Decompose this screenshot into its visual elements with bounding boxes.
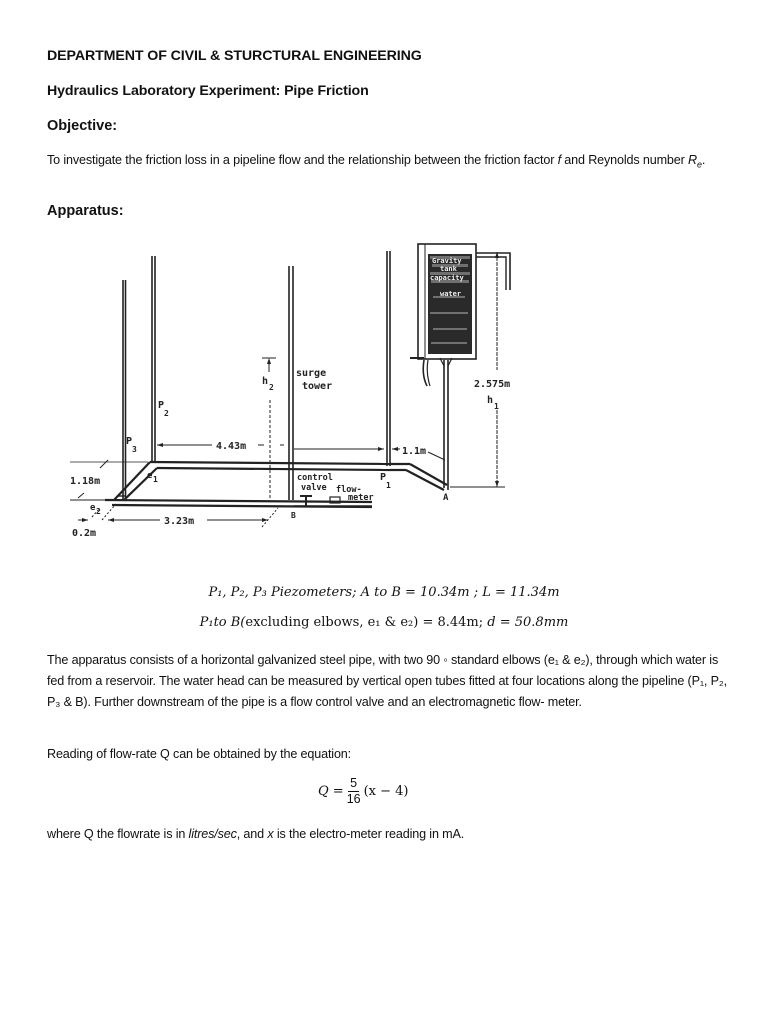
objective-heading: Objective: bbox=[47, 118, 118, 134]
objective-text-part: . bbox=[701, 153, 706, 167]
apparatus-description: The apparatus consists of a horizontal galvanized steel pipe, with two 90 ◦ standard elbows (e₁ & e₂), through which water is fed from a reservoir. The water head can be measured by vertical open tubes fitted at four locations along the pipeline (P₁, P₂, P₃ & B). Further downstream of the pipe is a flow control valve and an electromagnetic flow- meter. bbox=[47, 653, 727, 709]
dimension-4-43m: 4.43m bbox=[216, 441, 247, 452]
h1-label: h bbox=[487, 395, 494, 406]
p3-label-sub: 3 bbox=[132, 445, 137, 454]
where-text: , and bbox=[236, 827, 268, 841]
pipe-diameter: d = 50.8mm bbox=[487, 615, 569, 630]
flowrate-rhs: (x − 4) bbox=[363, 784, 409, 799]
excluding-elbows-text: excluding elbows, e₁ & e₂ bbox=[245, 615, 414, 630]
e2-label-sub: 2 bbox=[96, 507, 101, 516]
flowrate-lhs: Q = bbox=[318, 784, 344, 799]
p3-label: P bbox=[126, 436, 133, 447]
objective-text-part: To investigate the friction loss in a pipeline flow and the relationship between the friction factor bbox=[47, 153, 558, 167]
e2-label: e bbox=[90, 503, 96, 513]
control-valve-label: valve bbox=[301, 483, 327, 493]
flowrate-equation bbox=[318, 776, 409, 807]
reynolds-symbol: R bbox=[688, 153, 697, 167]
piezometers-text: P₁, P₂, P₃ Piezometers; bbox=[208, 585, 357, 600]
a-to-b-length: A to B = 10.34m ; L = 11.34m bbox=[360, 585, 560, 600]
h2-label-sub: 2 bbox=[269, 383, 274, 392]
equation-piezometers bbox=[0, 585, 768, 600]
p1-label-sub: 1 bbox=[386, 481, 391, 490]
apparatus-heading: Apparatus: bbox=[47, 203, 124, 219]
fraction bbox=[347, 776, 361, 807]
objective-text-part: and Reynolds number bbox=[560, 153, 689, 167]
control-valve-label: control bbox=[297, 473, 333, 483]
objective-text bbox=[47, 150, 737, 176]
department-heading: DEPARTMENT OF CIVIL & STURCTURAL ENGINEERING bbox=[47, 48, 422, 64]
fraction-numerator: 5 bbox=[350, 776, 358, 790]
p1-to-b-text: P₁to B( bbox=[199, 615, 246, 630]
flow-meter-label: flow- bbox=[336, 485, 362, 495]
fraction-denominator: 16 bbox=[346, 792, 361, 806]
point-b-label: B bbox=[291, 511, 296, 520]
surge-tower-label: surge bbox=[296, 368, 327, 379]
dimension-3-23m: 3.23m bbox=[164, 516, 195, 527]
x-variable: x bbox=[267, 827, 274, 841]
p1-to-b-value: ) = 8.44m; bbox=[413, 615, 484, 630]
dimension-2-575m: 2.575m bbox=[474, 379, 511, 390]
e1-label-sub: 1 bbox=[153, 475, 158, 484]
p2-label: P bbox=[158, 400, 165, 411]
where-text: is the electro-meter reading in mA. bbox=[273, 827, 465, 841]
dimension-1-18m: 1.18m bbox=[70, 476, 101, 487]
p1-label: P bbox=[380, 472, 387, 483]
flowrate-explanation bbox=[47, 824, 737, 845]
equation-p1-to-b bbox=[0, 615, 768, 630]
e1-label: e bbox=[147, 471, 153, 481]
flowrate-intro: Reading of flow-rate Q can be obtained by the equation: bbox=[47, 747, 352, 761]
tank-label: capacity bbox=[430, 274, 464, 282]
p2-label-sub: 2 bbox=[164, 409, 169, 418]
apparatus-diagram bbox=[0, 230, 768, 560]
dimension-0-2m: 0.2m bbox=[72, 528, 97, 539]
dimension-1-1m: 1.1m bbox=[402, 446, 427, 457]
where-text: where Q the flowrate is in bbox=[47, 827, 189, 841]
tank-label: water bbox=[440, 290, 462, 298]
tank-label: Gravity bbox=[432, 257, 462, 265]
experiment-title: Hydraulics Laboratory Experiment: Pipe Friction bbox=[47, 83, 369, 99]
flowrate-units: litres/sec bbox=[188, 827, 237, 841]
tank-label: tank bbox=[440, 265, 457, 273]
h2-label: h bbox=[262, 376, 269, 387]
surge-tower-label: tower bbox=[302, 381, 333, 392]
flow-meter-label: meter bbox=[348, 493, 374, 503]
point-a-label: A bbox=[443, 493, 449, 503]
reynolds-subscript: e bbox=[696, 159, 702, 170]
h1-label-sub: 1 bbox=[494, 402, 499, 411]
friction-factor-symbol: f bbox=[557, 153, 561, 167]
